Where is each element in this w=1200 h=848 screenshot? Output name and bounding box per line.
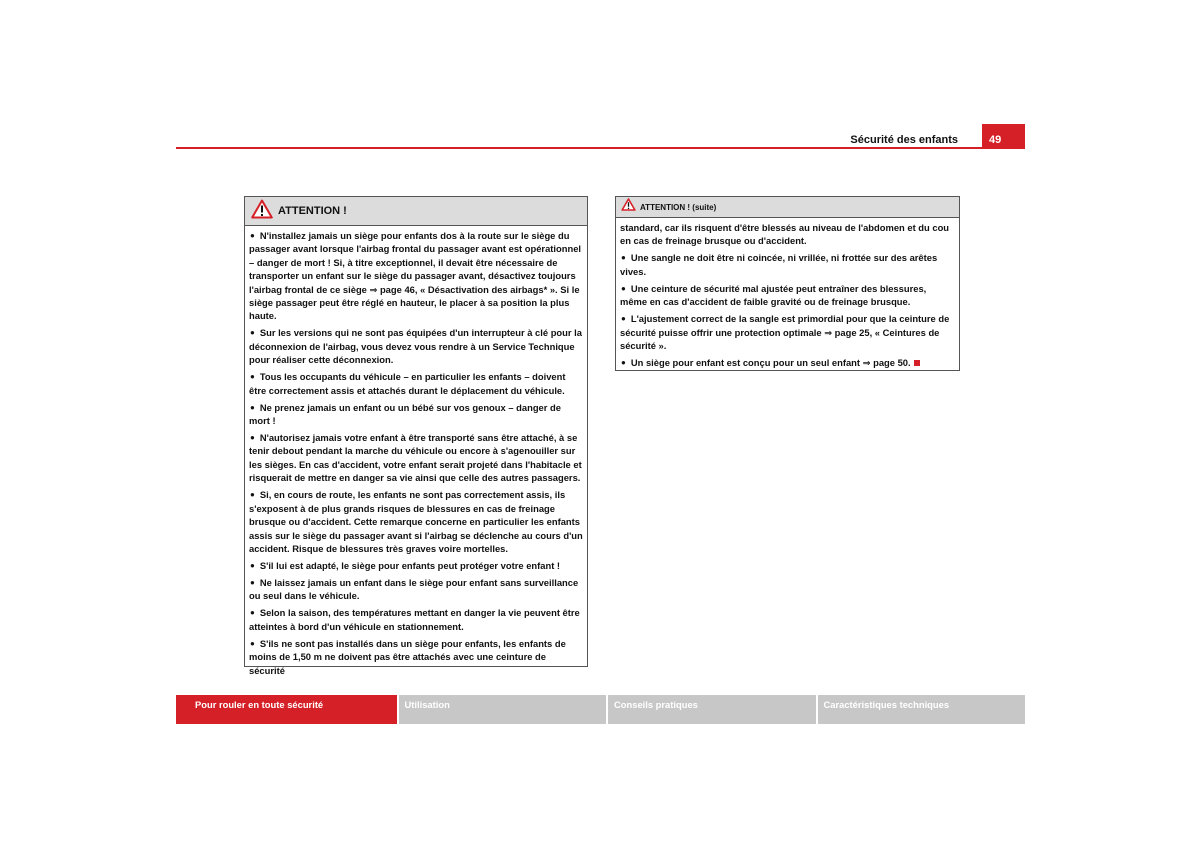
warning-item: ● S'il lui est adapté, le siège pour enfants peut protéger votre enfant ! [250,559,561,571]
bullet-icon: ● [621,358,626,368]
header-rule [176,147,986,149]
warning-item: ● Si, en cours de route, les enfants ne sont pas correctement assis, ils s'exposent à de plus grands risques de blessures en cas de freinage brusque ou d'accident. Cette remarque concerne en particulier les enfants assis sur le siège du passager avant si l'airbag se déclenche au cours d'un accident. Risque de blessures très graves voire mortelles. [249,489,583,554]
bullet-icon: ● [250,402,255,412]
footer-nav [176,695,1025,724]
warning-item: ● Ne laissez jamais un enfant dans le siège pour enfant sans surveillance ou seul dans le véhicule. [249,576,579,602]
warning-item: ● Ne prenez jamais un enfant ou un bébé sur vos genoux – danger de mort ! [249,401,561,427]
bullet-icon: ● [250,372,255,382]
attention-continued-box [615,196,960,371]
warning-item: ● Tous les occupants du véhicule – en particulier les enfants – doivent être correctement assis et attachés durant le déplacement du véhicule. [249,371,566,396]
section-title: Sécurité des enfants [850,134,958,146]
bullet-icon: ● [621,253,626,263]
nav-tab-safety[interactable]: Pour rouler en toute sécurité [176,695,397,724]
warning-item: ● Selon la saison, des températures mettant en danger la vie peuvent être atteintes à bord d'un véhicule en stationnement. [249,607,580,632]
bullet-icon: ● [250,608,255,618]
bullet-icon: ● [250,490,255,500]
page-number: 49 [982,124,1025,149]
bullet-icon: ● [250,328,255,338]
warning-item: ● Un siège pour enfant est conçu pour un seul enfant ⇒ page 50. [620,356,955,369]
continuation-text: standard, car ils risquent d'être blessés au niveau de l'abdomen et du cou en cas de freinage brusque ou d'accident. [620,222,950,247]
nav-tab-practical-tips[interactable]: Conseils pratiques [608,695,816,724]
attention-box [244,196,588,676]
bullet-icon: ● [250,560,255,570]
nav-tab-technical-specs[interactable]: Caractéristiques techniques [818,695,1026,724]
warning-item: ● S'ils ne sont pas installés dans un siège pour enfants, les enfants de moins de 1,50 m ne doivent pas être attachés avec une ceinture de sécurité [249,637,566,676]
warning-item: ● L'ajustement correct de la sangle est primordial pour que la ceinture de sécurité puisse offrir une protection optimale ⇒ page 25, « Ceintures de sécurité ». [620,313,950,352]
attention-continued-body [616,218,959,369]
warning-item: ● Sur les versions qui ne sont pas équipées d'un interrupteur à clé pour la déconnexion de l'airbag, vous devez vous rendre à un Service Technique pour réaliser cette déconnexion. [249,327,582,366]
warning-triangle-icon [621,198,636,216]
end-marker-icon [914,360,920,366]
warning-item: ● Une ceinture de sécurité mal ajustée peut entraîner des blessures, même en cas d'accident de faible gravité ou de freinage brusque. [620,282,927,308]
warning-item: ● N'installez jamais un siège pour enfants dos à la route sur le siège du passager avant lorsque l'airbag frontal du passager avant est opérationnel – danger de mort ! Si, à titre exceptionnel, il devait être nécessaire de transporter un enfant sur le siège du passager avant, désactivez toujours l'airbag frontal de ce siège ⇒ page 46, « Désactivation des airbags* ». Si le siège passager peut être réglé en hauteur, le placer à sa position la plus haute. [249,230,582,322]
bullet-icon: ● [621,314,626,324]
attention-title: ATTENTION ! [278,205,347,217]
attention-continued-header [616,197,959,218]
warning-item: ● Une sangle ne doit être ni coincée, ni vrillée, ni frottée sur des arêtes vives. [620,252,938,277]
bullet-icon: ● [250,433,255,443]
warning-item: ● N'autorisez jamais votre enfant à être transporté sans être attaché, à se tenir debout pendant la marche du véhicule ou encore à s'agenouiller sur les sièges. En cas d'accident, votre enfant serait projeté dans l'habitacle et risquerait de mettre en danger sa vie ainsi que celle des autres passagers. [249,432,582,484]
nav-tab-usage[interactable]: Utilisation [399,695,607,724]
bullet-icon: ● [250,231,255,240]
warning-triangle-icon [251,199,273,224]
bullet-icon: ● [250,638,255,648]
attention-continued-title: ATTENTION ! (suite) [640,202,717,212]
attention-body [245,226,587,677]
bullet-icon: ● [621,283,626,293]
attention-box-header [245,197,587,226]
bullet-icon: ● [250,577,255,587]
